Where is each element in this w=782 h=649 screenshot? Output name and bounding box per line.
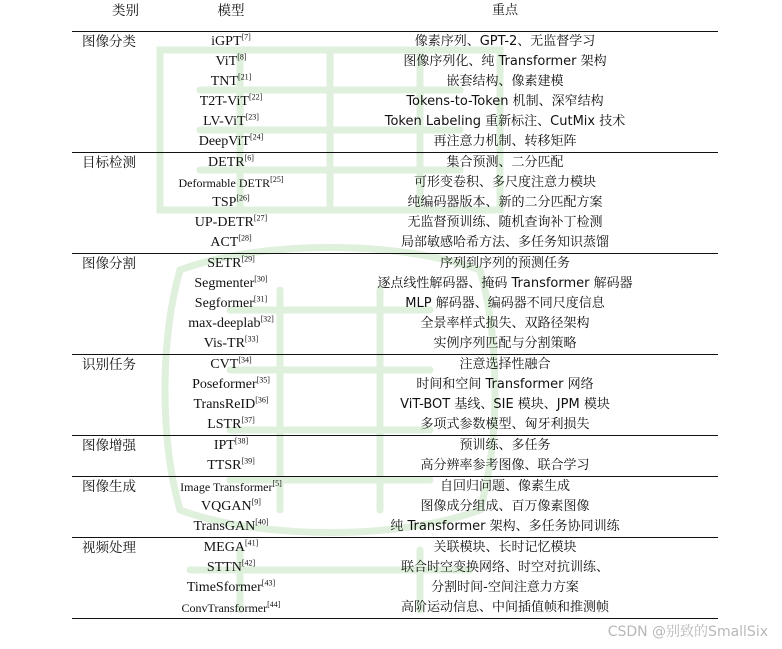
category-cell — [72, 598, 170, 619]
category-cell — [72, 72, 170, 92]
header-model: 模型 — [217, 3, 245, 19]
model-cell — [170, 274, 292, 294]
focus-cell: 像素序列、GPT-2、无监督学习 — [292, 32, 718, 53]
focus-cell: 可形变卷积、多尺度注意力模块 — [413, 175, 596, 190]
model-ref: [7] — [241, 32, 251, 42]
table-row — [72, 254, 718, 275]
model-ref: [33] — [244, 334, 259, 344]
category-cell — [72, 193, 170, 213]
focus-cell: ViT-BOT 基线、SIE 模块、JPM 模块 — [400, 397, 610, 412]
focus-cell: 嵌套结构、像素建模 — [446, 74, 564, 89]
category-cell — [72, 213, 170, 233]
table-row — [72, 294, 718, 314]
model-name: LSTR — [207, 417, 242, 432]
model-cell — [170, 52, 292, 72]
focus-cell: 纯 Transformer 架构、多任务协同训练 — [390, 519, 620, 534]
table-row — [72, 92, 718, 112]
category-cell: 图像增强 — [72, 436, 170, 457]
focus-cell: 自回归问题、像素生成 — [292, 477, 718, 498]
model-ref: [44] — [267, 600, 281, 609]
model-name: STTN — [206, 560, 242, 575]
table-row — [72, 477, 718, 498]
table-row — [72, 578, 718, 598]
table-body — [72, 25, 718, 621]
model-name: MEGA — [203, 540, 245, 555]
model-cell — [170, 334, 292, 355]
model-cell — [170, 233, 292, 254]
model-cell — [170, 598, 292, 619]
model-cell — [170, 558, 292, 578]
focus-cell: Tokens-to-Token 机制、深窄结构 — [406, 94, 604, 109]
table-row — [72, 436, 718, 457]
model-cell — [170, 314, 292, 334]
model-cell — [170, 456, 292, 477]
model-ref: [23] — [245, 112, 259, 122]
model-name: iGPT — [211, 34, 242, 49]
focus-cell: 关联模块、长时记忆模块 — [292, 538, 718, 559]
model-cell — [170, 517, 292, 538]
model-name: TNT — [210, 74, 238, 89]
category-cell: 图像分类 — [72, 32, 170, 53]
model-ref: [22] — [248, 92, 263, 102]
category-cell — [72, 92, 170, 112]
category-cell — [72, 274, 170, 294]
model-name: max-deeplab — [188, 316, 261, 331]
focus-cell: 分割时间-空间注意力方案 — [431, 580, 579, 595]
category-cell — [72, 314, 170, 334]
focus-cell: 纯编码器版本、新的二分匹配方案 — [407, 195, 603, 210]
table-row — [72, 173, 718, 193]
table-row — [72, 395, 718, 415]
category-cell — [72, 456, 170, 477]
category-cell — [72, 334, 170, 355]
table-row — [72, 538, 718, 559]
model-name: UP-DETR — [194, 215, 254, 230]
focus-cell: 图像序列化、纯 Transformer 架构 — [403, 54, 607, 69]
table-row — [72, 314, 718, 334]
model-cell — [170, 578, 292, 598]
model-ref: [30] — [254, 274, 268, 284]
category-cell: 图像生成 — [72, 477, 170, 498]
model-cell — [170, 538, 292, 559]
model-ref: [41] — [244, 538, 259, 548]
model-name: DETR — [208, 155, 245, 170]
model-name: TTSR — [207, 458, 242, 473]
model-cell — [170, 193, 292, 213]
model-name: SETR — [207, 256, 242, 271]
model-name: Segformer — [194, 296, 254, 311]
model-cell — [170, 254, 292, 275]
table-row — [72, 558, 718, 578]
model-name: CVT — [210, 357, 239, 372]
model-ref: [39] — [241, 456, 255, 466]
model-ref: [34] — [238, 355, 252, 365]
focus-cell: 高阶运动信息、中间插值帧和推测帧 — [400, 600, 609, 615]
table-row — [72, 132, 718, 153]
header-focus: 重点 — [491, 3, 518, 18]
model-ref: [32] — [260, 314, 274, 324]
model-name: Deformable DETR — [178, 176, 271, 190]
focus-cell: 无监督预训练、随机查询补丁检测 — [407, 215, 603, 230]
category-cell: 识别任务 — [72, 355, 170, 376]
category-cell: 目标检测 — [72, 153, 170, 174]
model-ref: [8] — [237, 52, 247, 62]
model-name: TimeSformer — [186, 580, 262, 595]
category-cell — [72, 415, 170, 436]
category-cell — [72, 52, 170, 72]
model-ref: [40] — [255, 517, 269, 527]
model-ref: [24] — [249, 132, 264, 142]
table-row — [72, 52, 718, 72]
focus-cell: 图像成分组成、百万像素图像 — [420, 499, 590, 514]
model-name: TSP — [212, 195, 237, 210]
model-name: Image Transformer — [180, 480, 273, 494]
model-ref: [28] — [238, 233, 252, 243]
table-row — [72, 456, 718, 477]
focus-cell: 预训练、多任务 — [292, 436, 718, 457]
model-name: ViT — [215, 54, 238, 69]
model-ref: [21] — [237, 72, 252, 82]
model-cell — [170, 72, 292, 92]
category-cell — [72, 517, 170, 538]
table-row — [72, 334, 718, 355]
category-cell — [72, 497, 170, 517]
credit-text: CSDN @别致的SmallSix — [607, 624, 768, 640]
model-ref: [5] — [272, 479, 282, 488]
focus-cell: 再注意力机制、转移矩阵 — [433, 134, 577, 149]
focus-cell: 序列到序列的预测任务 — [292, 254, 718, 275]
model-table — [72, 0, 718, 621]
model-name: ACT — [210, 235, 239, 250]
focus-cell: 集合预测、二分匹配 — [292, 153, 718, 174]
model-ref: [31] — [253, 294, 268, 304]
model-cell — [170, 173, 292, 193]
model-name: IPT — [213, 438, 235, 453]
focus-cell: 多项式参数模型、匈牙利损失 — [420, 417, 590, 432]
table-row — [72, 355, 718, 376]
focus-cell: 实例序列匹配与分割策略 — [433, 336, 577, 351]
table-row — [72, 32, 718, 53]
table-row — [72, 517, 718, 538]
category-cell — [72, 375, 170, 395]
model-ref: [43] — [261, 578, 276, 588]
category-cell: 图像分割 — [72, 254, 170, 275]
model-cell — [170, 436, 292, 457]
model-ref: [37] — [241, 415, 255, 425]
model-ref: [35] — [256, 375, 270, 385]
table-row — [72, 598, 718, 619]
focus-cell: 逐点线性解码器、掩码 Transformer 解码器 — [377, 276, 633, 291]
category-cell — [72, 294, 170, 314]
table-row — [72, 274, 718, 294]
model-name: TransGAN — [193, 519, 256, 534]
category-cell — [72, 578, 170, 598]
model-cell — [170, 477, 292, 498]
model-cell — [170, 32, 292, 53]
model-cell — [170, 497, 292, 517]
model-ref: [25] — [270, 175, 284, 184]
model-cell — [170, 112, 292, 132]
model-cell — [170, 395, 292, 415]
model-name: ConvTransformer — [181, 601, 268, 615]
table-row — [72, 213, 718, 233]
focus-cell: MLP 解码器、编码器不同尺度信息 — [405, 296, 605, 311]
focus-cell: 注意选择性融合 — [292, 355, 718, 376]
focus-cell: 联合时空变换网络、时空对抗训练、 — [400, 560, 609, 575]
model-name: Poseformer — [192, 377, 257, 392]
focus-cell: 时间和空间 Transformer 网络 — [416, 377, 594, 392]
table-row — [72, 72, 718, 92]
focus-cell: 局部敏感哈希方法、多任务知识蒸馏 — [400, 235, 609, 250]
category-cell — [72, 112, 170, 132]
model-cell — [170, 92, 292, 112]
category-cell — [72, 558, 170, 578]
model-name: Segmenter — [194, 276, 255, 291]
table-row — [72, 112, 718, 132]
model-name: LV-ViT — [203, 114, 246, 129]
model-ref: [38] — [234, 436, 249, 446]
table-row — [72, 375, 718, 395]
model-ref: [36] — [255, 395, 269, 405]
category-cell — [72, 173, 170, 193]
model-cell — [170, 375, 292, 395]
model-cell — [170, 153, 292, 174]
category-cell — [72, 395, 170, 415]
table-row — [72, 193, 718, 213]
model-cell — [170, 294, 292, 314]
model-ref: [26] — [236, 193, 250, 203]
category-cell: 视频处理 — [72, 538, 170, 559]
focus-cell: 高分辨率参考图像、联合学习 — [420, 458, 590, 473]
model-cell — [170, 415, 292, 436]
table-row — [72, 233, 718, 254]
model-name: Vis-TR — [203, 336, 245, 351]
model-cell — [170, 355, 292, 376]
category-cell — [72, 233, 170, 254]
header-row — [72, 0, 718, 25]
model-name: VQGAN — [201, 499, 252, 514]
model-name: T2T-ViT — [199, 94, 249, 109]
model-cell — [170, 213, 292, 233]
table-row — [72, 497, 718, 517]
model-ref: [42] — [241, 558, 256, 568]
model-ref: [9] — [251, 497, 261, 507]
model-name: DeepViT — [198, 134, 250, 149]
focus-cell: 全景率样式损失、双路径架构 — [420, 316, 590, 331]
model-cell — [170, 132, 292, 153]
model-ref: [29] — [241, 254, 255, 264]
model-ref: [6] — [244, 153, 254, 163]
table-row — [72, 415, 718, 436]
focus-cell: Token Labeling 重新标注、CutMix 技术 — [384, 114, 626, 129]
header-category: 类别 — [112, 3, 139, 19]
category-cell — [72, 132, 170, 153]
model-name: TransReID — [193, 397, 256, 412]
model-ref: [27] — [253, 213, 268, 223]
table-row — [72, 153, 718, 174]
